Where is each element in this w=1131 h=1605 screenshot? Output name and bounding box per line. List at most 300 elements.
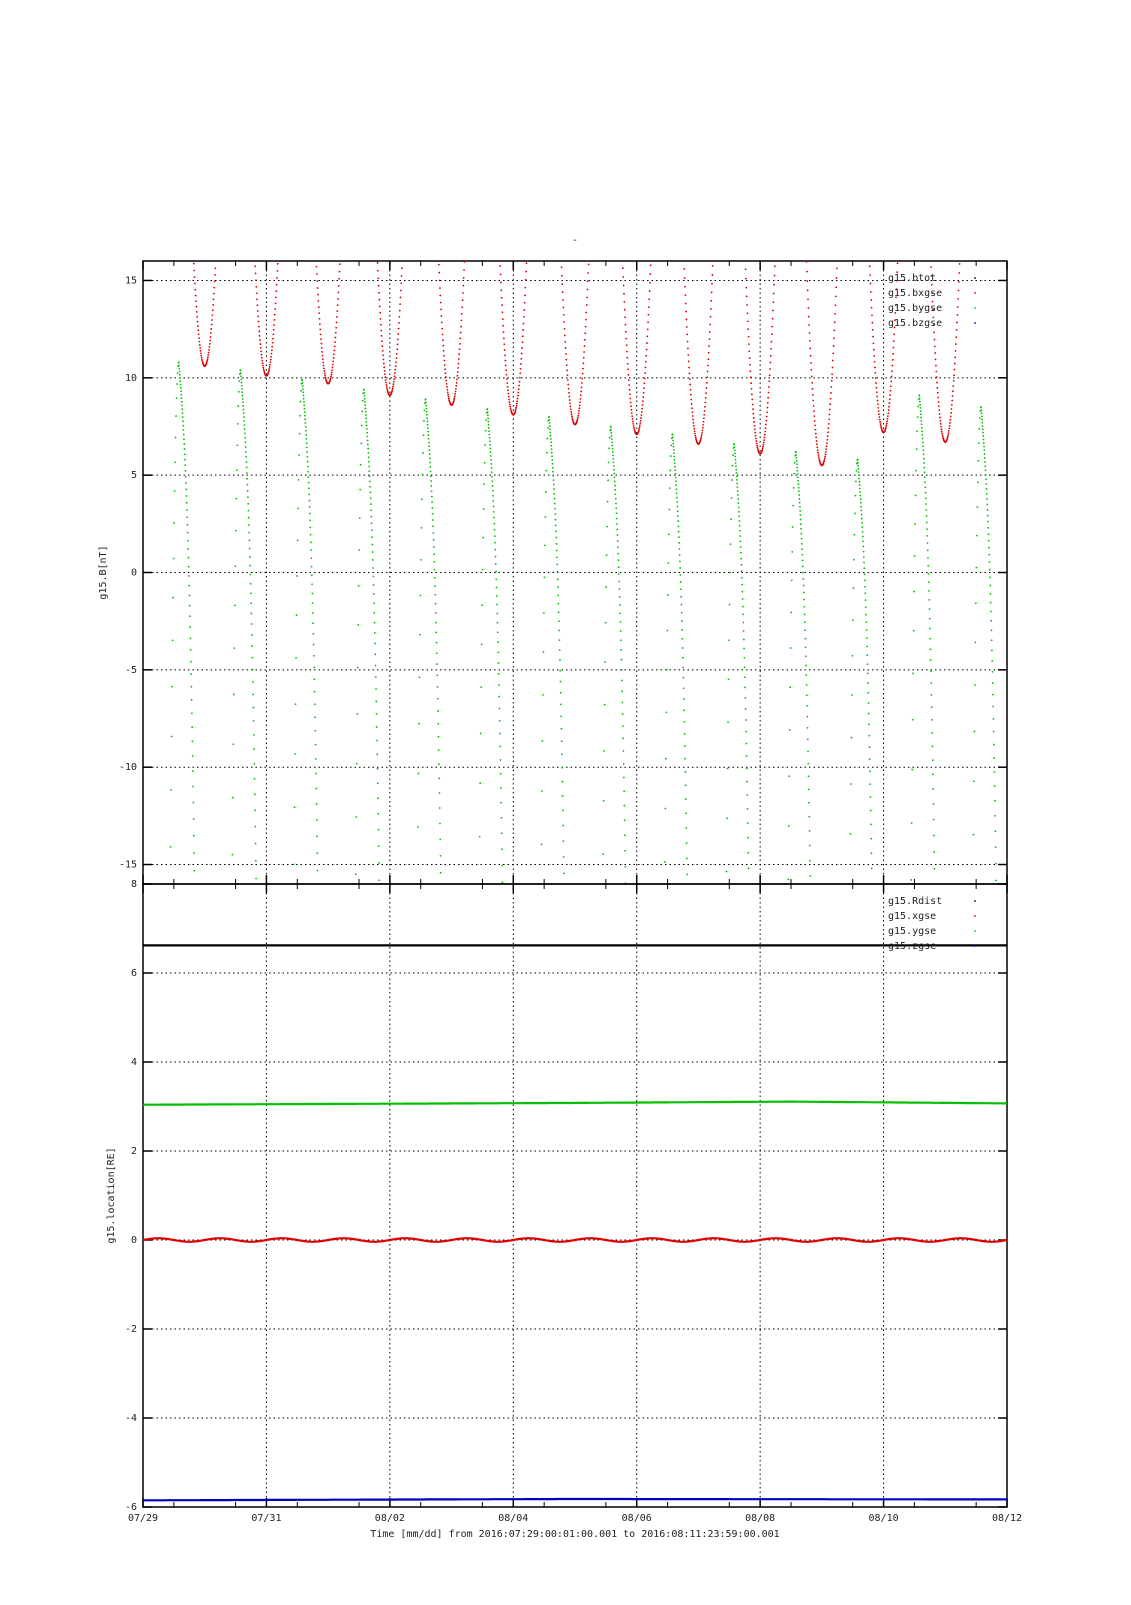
bxgse-point	[888, 409, 890, 411]
bxgse-point	[272, 333, 274, 335]
bxgse-point	[318, 312, 320, 314]
bxgse-point	[769, 362, 771, 364]
bygse-point	[993, 718, 995, 720]
bygse-point	[366, 425, 368, 427]
bygse-point	[190, 673, 192, 675]
bygse-point	[801, 543, 803, 545]
bygse-point	[369, 492, 371, 494]
bygse-point	[490, 455, 492, 457]
bxgse-point	[519, 377, 521, 379]
bygse-point	[623, 777, 625, 779]
bxgse-point	[446, 389, 448, 391]
bygse-point	[435, 632, 437, 634]
bxgse-point	[959, 263, 961, 265]
bxgse-point	[461, 319, 463, 321]
bxgse-point	[386, 386, 388, 388]
bygse-point	[251, 623, 253, 625]
bxgse-point	[641, 408, 643, 410]
bxgse-point	[499, 265, 501, 267]
bygse-point	[738, 502, 740, 504]
bxgse-point	[880, 423, 882, 425]
bygse-point	[490, 459, 492, 461]
bxgse-point	[274, 319, 276, 321]
bxgse-point	[886, 424, 888, 426]
bxgse-point	[622, 267, 624, 269]
bygse-point	[866, 629, 868, 631]
bxgse-point	[584, 345, 586, 347]
bygse-point	[241, 391, 243, 393]
bygse-point	[422, 452, 424, 454]
bxgse-point	[762, 444, 764, 446]
bygse-point	[433, 546, 435, 548]
bygse-point	[245, 451, 247, 453]
bxgse-point	[212, 304, 214, 306]
bxgse-point	[564, 335, 566, 337]
bygse-point	[316, 835, 318, 837]
bygse-point	[673, 446, 675, 448]
bygse-point	[180, 394, 182, 396]
bxgse-point	[879, 419, 881, 421]
bygse-point	[496, 595, 498, 597]
bygse-point	[624, 834, 626, 836]
bygse-point	[727, 768, 729, 770]
bxgse-point	[870, 291, 872, 293]
bxgse-point	[954, 356, 956, 358]
y-tick-label: -5	[124, 664, 137, 676]
bxgse-point	[317, 294, 319, 296]
bygse-point	[429, 457, 431, 459]
bygse-point	[617, 553, 619, 555]
bxgse-point	[827, 427, 829, 429]
bygse-point	[910, 879, 912, 881]
bxgse-point	[207, 358, 209, 360]
bygse-point	[738, 506, 740, 508]
bxgse-point	[255, 272, 257, 274]
bygse-point	[930, 648, 932, 650]
y-tick-label: 5	[130, 470, 137, 482]
bygse-point	[250, 583, 252, 585]
bxgse-point	[765, 424, 767, 426]
bxgse-point	[889, 398, 891, 400]
bxgse-point	[626, 357, 628, 359]
bygse-point	[374, 643, 376, 645]
bygse-point	[250, 613, 252, 615]
bygse-point	[865, 599, 867, 601]
bxgse-point	[398, 322, 400, 324]
bygse-point	[926, 522, 928, 524]
bygse-point	[802, 566, 804, 568]
bygse-point	[865, 621, 867, 623]
bygse-point	[924, 471, 926, 473]
bxgse-point	[587, 289, 589, 291]
bygse-point	[545, 470, 547, 472]
bxgse-point	[707, 358, 709, 360]
bxgse-point	[835, 286, 837, 288]
bygse-point	[313, 644, 315, 646]
bygse-point	[618, 573, 620, 575]
bygse-point	[300, 390, 302, 392]
bxgse-point	[316, 280, 318, 282]
bygse-point	[869, 746, 871, 748]
bxgse-point	[400, 297, 402, 299]
bxgse-point	[755, 435, 757, 437]
bygse-point	[798, 494, 800, 496]
bxgse-point	[877, 407, 879, 409]
bygse-point	[232, 797, 234, 799]
bygse-point	[556, 564, 558, 566]
bygse-point	[982, 428, 984, 430]
bxgse-point	[523, 316, 525, 318]
bygse-point	[436, 663, 438, 665]
bygse-point	[306, 442, 308, 444]
bxgse-point	[832, 360, 834, 362]
bxgse-point	[827, 435, 829, 437]
bygse-point	[922, 449, 924, 451]
bygse-point	[621, 659, 623, 661]
bygse-point	[675, 484, 677, 486]
bxgse-point	[816, 446, 818, 448]
bygse-point	[377, 813, 379, 815]
bygse-point	[436, 642, 438, 644]
bygse-point	[365, 408, 367, 410]
bygse-point	[190, 661, 192, 663]
bygse-point	[863, 556, 865, 558]
bygse-point	[560, 681, 562, 683]
bygse-point	[927, 549, 929, 551]
bygse-point	[929, 618, 931, 620]
bygse-point	[376, 753, 378, 755]
bygse-point	[914, 555, 916, 557]
bygse-point	[747, 837, 749, 839]
bygse-point	[486, 408, 488, 410]
bxgse-point	[814, 420, 816, 422]
bygse-point	[808, 775, 810, 777]
bxgse-point	[332, 364, 334, 366]
bxgse-point	[869, 265, 871, 267]
bygse-point	[440, 855, 442, 857]
bxgse-point	[459, 343, 461, 345]
bygse-point	[682, 677, 684, 679]
bxgse-point	[194, 289, 196, 291]
top-data	[170, 258, 997, 885]
bxgse-point	[378, 299, 380, 301]
bxgse-point	[334, 346, 336, 348]
bxgse-point	[507, 389, 509, 391]
bygse-point	[369, 486, 371, 488]
bygse-point	[304, 411, 306, 413]
bygse-point	[185, 476, 187, 478]
bxgse-point	[518, 385, 520, 387]
bxgse-point	[686, 333, 688, 335]
bygse-point	[376, 726, 378, 728]
bxgse-point	[809, 332, 811, 334]
bxgse-point	[209, 343, 211, 345]
bygse-point	[735, 465, 737, 467]
bxgse-point	[339, 271, 341, 273]
bygse-point	[922, 441, 924, 443]
bxgse-point	[197, 325, 199, 327]
bxgse-point	[516, 400, 518, 402]
bygse-point	[795, 451, 797, 453]
bxgse-point	[755, 438, 757, 440]
bygse-point	[988, 540, 990, 542]
bygse-point	[735, 469, 737, 471]
bxgse-point	[515, 407, 517, 409]
bxgse-point	[323, 365, 325, 367]
bygse-point	[423, 434, 425, 436]
bygse-point	[797, 473, 799, 475]
bygse-point	[439, 823, 441, 825]
bygse-point	[309, 519, 311, 521]
bygse-point	[488, 424, 490, 426]
bygse-point	[933, 851, 935, 853]
bygse-point	[242, 395, 244, 397]
bygse-point	[734, 456, 736, 458]
bygse-point	[176, 397, 178, 399]
bygse-point	[921, 423, 923, 425]
bygse-point	[178, 361, 180, 363]
bygse-point	[308, 488, 310, 490]
bxgse-point	[577, 417, 579, 419]
bygse-point	[743, 657, 745, 659]
bygse-point	[994, 815, 996, 817]
bygse-point	[187, 532, 189, 534]
bygse-point	[491, 476, 493, 478]
bygse-point	[612, 451, 614, 453]
bxgse-point	[768, 386, 770, 388]
bygse-point	[431, 501, 433, 503]
bygse-point	[489, 440, 491, 442]
bygse-point	[246, 467, 248, 469]
bxgse-point	[687, 354, 689, 356]
bxgse-point	[454, 393, 456, 395]
bxgse-point	[685, 303, 687, 305]
bxgse-point	[694, 435, 696, 437]
bxgse-point	[897, 262, 899, 264]
bygse-point	[426, 411, 428, 413]
bygse-point	[796, 457, 798, 459]
bygse-point	[418, 723, 420, 725]
bxgse-point	[834, 321, 836, 323]
bxgse-point	[274, 314, 276, 316]
bygse-point	[253, 720, 255, 722]
bygse-point	[189, 615, 191, 617]
bygse-point	[791, 579, 793, 581]
bxgse-point	[748, 350, 750, 352]
bxgse-point	[317, 300, 319, 302]
bxgse-point	[275, 302, 277, 304]
bxgse-point	[261, 357, 263, 359]
bygse-point	[995, 880, 997, 882]
bygse-point	[854, 534, 856, 536]
bxgse-point	[256, 292, 258, 294]
bygse-point	[561, 728, 563, 730]
bxgse-point	[517, 395, 519, 397]
bxgse-point	[694, 433, 696, 435]
bygse-point	[187, 540, 189, 542]
bxgse-point	[764, 437, 766, 439]
bygse-point	[932, 774, 934, 776]
bygse-point	[922, 438, 924, 440]
bygse-point	[302, 391, 304, 393]
bxgse-point	[711, 283, 713, 285]
bxgse-point	[931, 284, 933, 286]
bygse-point	[678, 536, 680, 538]
bygse-point	[796, 467, 798, 469]
bxgse-point	[818, 458, 820, 460]
bygse-point	[985, 469, 987, 471]
bygse-point	[307, 476, 309, 478]
bygse-point	[680, 588, 682, 590]
bxgse-point	[774, 265, 776, 267]
bygse-point	[728, 639, 730, 641]
bxgse-point	[702, 427, 704, 429]
bxgse-point	[772, 310, 774, 312]
bxgse-point	[951, 408, 953, 410]
bxgse-point	[889, 394, 891, 396]
bxgse-point	[577, 418, 579, 420]
bxgse-point	[508, 399, 510, 401]
bygse-point	[740, 558, 742, 560]
bxgse-point	[628, 384, 630, 386]
bygse-point	[374, 653, 376, 655]
bxgse-point	[321, 351, 323, 353]
bygse-point	[368, 456, 370, 458]
bygse-point	[855, 495, 857, 497]
bxgse-point	[751, 399, 753, 401]
bygse-point	[550, 435, 552, 437]
bxgse-point	[939, 413, 941, 415]
bygse-point	[295, 703, 297, 705]
bxgse-point	[631, 409, 633, 411]
bxgse-point	[316, 273, 318, 275]
bygse-point	[295, 657, 297, 659]
bygse-point	[429, 462, 431, 464]
bxgse-point	[952, 395, 954, 397]
bxgse-point	[320, 338, 322, 340]
bxgse-point	[500, 282, 502, 284]
bygse-point	[612, 448, 614, 450]
bygse-point	[499, 746, 501, 748]
bygse-point	[858, 471, 860, 473]
bygse-point	[557, 571, 559, 573]
bxgse-point	[395, 361, 397, 363]
bygse-point	[234, 565, 236, 567]
bygse-point	[683, 721, 685, 723]
bygse-point	[615, 493, 617, 495]
bygse-point	[248, 540, 250, 542]
bxgse-point	[952, 385, 954, 387]
bxgse-point	[876, 391, 878, 393]
bxgse-point	[463, 269, 465, 271]
bxgse-point	[261, 354, 263, 356]
bygse-point	[615, 507, 617, 509]
bygse-point	[485, 430, 487, 432]
bxgse-point	[337, 298, 339, 300]
bxgse-point	[831, 380, 833, 382]
bygse-point	[170, 789, 172, 791]
bygse-point	[240, 372, 242, 374]
bygse-point	[678, 542, 680, 544]
bxgse-point	[941, 428, 943, 430]
bygse-point	[371, 536, 373, 538]
bxgse-point	[833, 337, 835, 339]
bxgse-point	[748, 336, 750, 338]
bygse-point	[686, 842, 688, 844]
bxgse-point	[385, 379, 387, 381]
bygse-point	[870, 810, 872, 812]
bygse-point	[311, 593, 313, 595]
bxgse-point	[200, 350, 202, 352]
bygse-point	[862, 536, 864, 538]
bxgse-point	[622, 276, 624, 278]
bygse-point	[858, 481, 860, 483]
bygse-point	[309, 506, 311, 508]
y-tick-label: -15	[118, 859, 137, 871]
bygse-point	[193, 870, 195, 872]
bygse-point	[808, 788, 810, 790]
bygse-point	[558, 611, 560, 613]
bygse-point	[677, 506, 679, 508]
bygse-point	[375, 688, 377, 690]
bygse-point	[242, 405, 244, 407]
bygse-point	[305, 422, 307, 424]
bxgse-point	[211, 324, 213, 326]
bxgse-point	[438, 264, 440, 266]
bygse-point	[251, 657, 253, 659]
bygse-point	[857, 465, 859, 467]
bxgse-point	[824, 456, 826, 458]
bxgse-point	[876, 396, 878, 398]
bygse-point	[866, 646, 868, 648]
bygse-point	[316, 803, 318, 805]
bxgse-point	[836, 267, 838, 269]
bygse-point	[188, 575, 190, 577]
bygse-point	[864, 586, 866, 588]
bxgse-point	[320, 343, 322, 345]
legend-marker	[974, 277, 976, 279]
bxgse-point	[322, 358, 324, 360]
bxgse-point	[207, 356, 209, 358]
bygse-point	[254, 793, 256, 795]
zgse-line	[143, 1499, 1007, 1500]
bygse-point	[859, 484, 861, 486]
bygse-point	[312, 622, 314, 624]
bxgse-point	[936, 382, 938, 384]
bygse-point	[556, 543, 558, 545]
bygse-point	[182, 420, 184, 422]
bygse-point	[871, 852, 873, 854]
bygse-point	[734, 446, 736, 448]
bygse-point	[364, 398, 366, 400]
y-tick-label: -10	[118, 762, 137, 774]
bxgse-point	[520, 358, 522, 360]
bygse-point	[989, 569, 991, 571]
bygse-point	[795, 454, 797, 456]
bygse-point	[933, 835, 935, 837]
bygse-point	[355, 873, 357, 875]
bxgse-point	[769, 374, 771, 376]
bygse-point	[735, 459, 737, 461]
bygse-point	[685, 812, 687, 814]
bxgse-point	[258, 326, 260, 328]
bygse-point	[610, 432, 612, 434]
bxgse-point	[569, 399, 571, 401]
bygse-point	[977, 481, 979, 483]
bxgse-point	[956, 329, 958, 331]
bxgse-point	[587, 280, 589, 282]
bygse-point	[736, 479, 738, 481]
